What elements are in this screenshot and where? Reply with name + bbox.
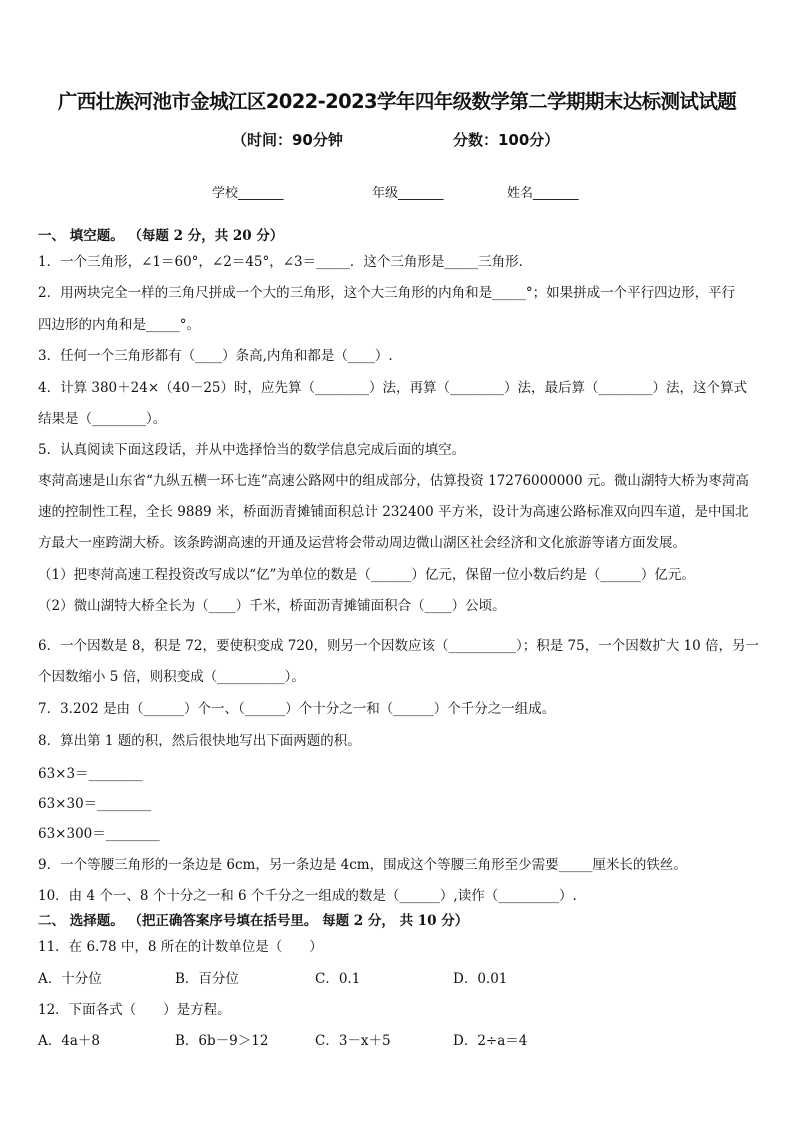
passage-line: 枣菏高速是山东省“九纵五横一环七连”高速公路网中的组成部分，估算投资 17276000000 元。微山湖特大桥为枣菏高 (38, 473, 749, 489)
grade-field: 年级_______ (372, 186, 444, 201)
section-2-heading: 二、 选择题。 （把正确答案序号填在括号里。 每题 2 分， 共 10 分） (38, 913, 469, 929)
question-line: 四边形的内角和是_____°。 (38, 317, 200, 333)
exam-title: 广西壮族河池市金城江区2022-2023学年四年级数学第二学期期末达标测试试题 (57, 90, 737, 113)
option-d: D．2÷a＝4 (453, 1033, 528, 1049)
question-12-stem: 12．下面各式（ ）是方程。 (38, 1002, 231, 1018)
question-line: 结果是（________）。 (38, 411, 167, 427)
calc-line: 63×30＝________ (38, 796, 152, 812)
sub-question-line: （1）把枣菏高速工程投资改写成以“亿”为单位的数是（______）亿元，保留一位小数后约是（______）亿元。 (38, 567, 695, 583)
passage-line: 方最大一座跨湖大桥。该条跨湖高速的开通及运营将会带动周边微山湖区社会经济和文化旅游等诸方面发展。 (38, 535, 686, 551)
question-line: 个因数缩小 5 倍，则积变成（__________）。 (38, 669, 305, 685)
option-d: D．0.01 (453, 971, 508, 987)
name-field: 姓名_______ (507, 186, 579, 201)
calc-line: 63×3＝________ (38, 766, 143, 782)
sub-question-line: （2）微山湖特大桥全长为（____）千米，桥面沥青摊铺面积合（____）公顷。 (38, 598, 506, 614)
section-1-heading: 一、 填空题。 （每题 2 分，共 20 分） (38, 228, 284, 244)
question-line: 5．认真阅读下面这段话，并从中选择恰当的数学信息完成后面的填空。 (38, 442, 466, 458)
question-line: 9．一个等腰三角形的一条边是 6cm，另一条边是 4cm，围成这个等腰三角形至少需要_____厘米长的铁丝。 (38, 857, 687, 873)
question-line: 8．算出第 1 题的积，然后很快地写出下面两题的积。 (38, 733, 361, 749)
question-line: 3．任何一个三角形都有（____）条高,内角和都是（____）. (38, 348, 393, 364)
passage-line: 速的控制性工程，全长 9889 米，桥面沥青摊铺面积总计 232400 平方米，设计为高速公路标准双向四车道，是中国北 (38, 504, 749, 520)
option-b: B．百分位 (175, 971, 239, 987)
exam-score: 分数：100分） (453, 131, 560, 149)
question-line: 10．由 4 个一、8 个十分之一和 6 个千分之一组成的数是（______）,读作（_________）. (38, 888, 577, 904)
question-11-stem: 11．在 6.78 中，8 所在的计数单位是（ ） (38, 939, 323, 955)
calc-line: 63×300＝________ (38, 826, 160, 842)
exam-time: （时间：90分钟 (232, 131, 343, 149)
question-line: 1．一个三角形，∠1＝60°，∠2＝45°，∠3＝_____．这个三角形是_____三角形． (38, 254, 533, 270)
question-line: 6．一个因数是 8，积是 72，要使积变成 720，则另一个因数应该（__________）；积是 75，一个因数扩大 10 倍，另一 (38, 638, 759, 654)
option-a: A．4a＋8 (38, 1033, 100, 1049)
option-a: A．十分位 (38, 971, 102, 987)
question-line: 2．用两块完全一样的三角尺拼成一个大的三角形，这个大三角形的内角和是_____°；如果拼成一个平行四边形，平行 (38, 285, 736, 301)
question-line: 4．计算 380＋24×（40－25）时，应先算（________）法，再算（________）法，最后算（________）法，这个算式 (38, 380, 747, 396)
question-line: 7．3.202 是由（______）个一、（______）个十分之一和（______）个千分之一组成。 (38, 701, 556, 717)
option-c: C．0.1 (315, 971, 361, 987)
option-b: B．6b－9＞12 (175, 1033, 269, 1049)
school-field: 学校_______ (212, 186, 284, 201)
option-c: C．3－x＋5 (315, 1033, 391, 1049)
